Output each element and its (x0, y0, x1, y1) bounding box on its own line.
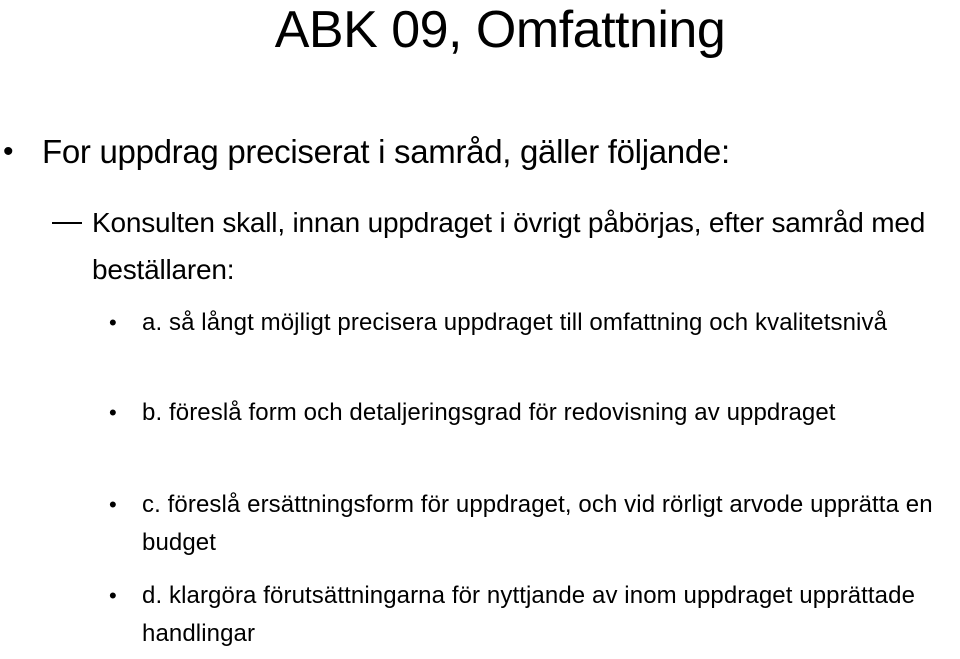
list-item-text: b. föreslå form och detaljeringsgrad för redovisning av uppdraget (142, 399, 836, 426)
page-title: ABK 09, Omfattning (274, 1, 726, 59)
list-item-text: a. så långt möjligt precisera uppdraget till omfattning och kvalitetsnivå (142, 309, 888, 336)
bullet-icon: • (3, 135, 14, 168)
list-item-text: d. klargöra förutsättningarna för nyttjande av inom uppdraget upprättade handlingar (142, 582, 916, 647)
bullet-icon: • (109, 583, 117, 608)
bullet-icon: • (109, 310, 117, 335)
dash-icon (52, 222, 82, 224)
sub-bullet-text: Konsulten skall, innan uppdraget i övrigt påbörjas, efter samråd med beställaren: (92, 207, 926, 285)
list-item-text: c. föreslå ersättningsform för uppdraget, och vid rörligt arvode upprätta en budget (142, 491, 933, 556)
bullet-icon: • (109, 400, 117, 425)
bullet-text: For uppdrag preciserat i samråd, gäller följande: (42, 133, 730, 170)
bullet-icon: • (109, 492, 117, 517)
